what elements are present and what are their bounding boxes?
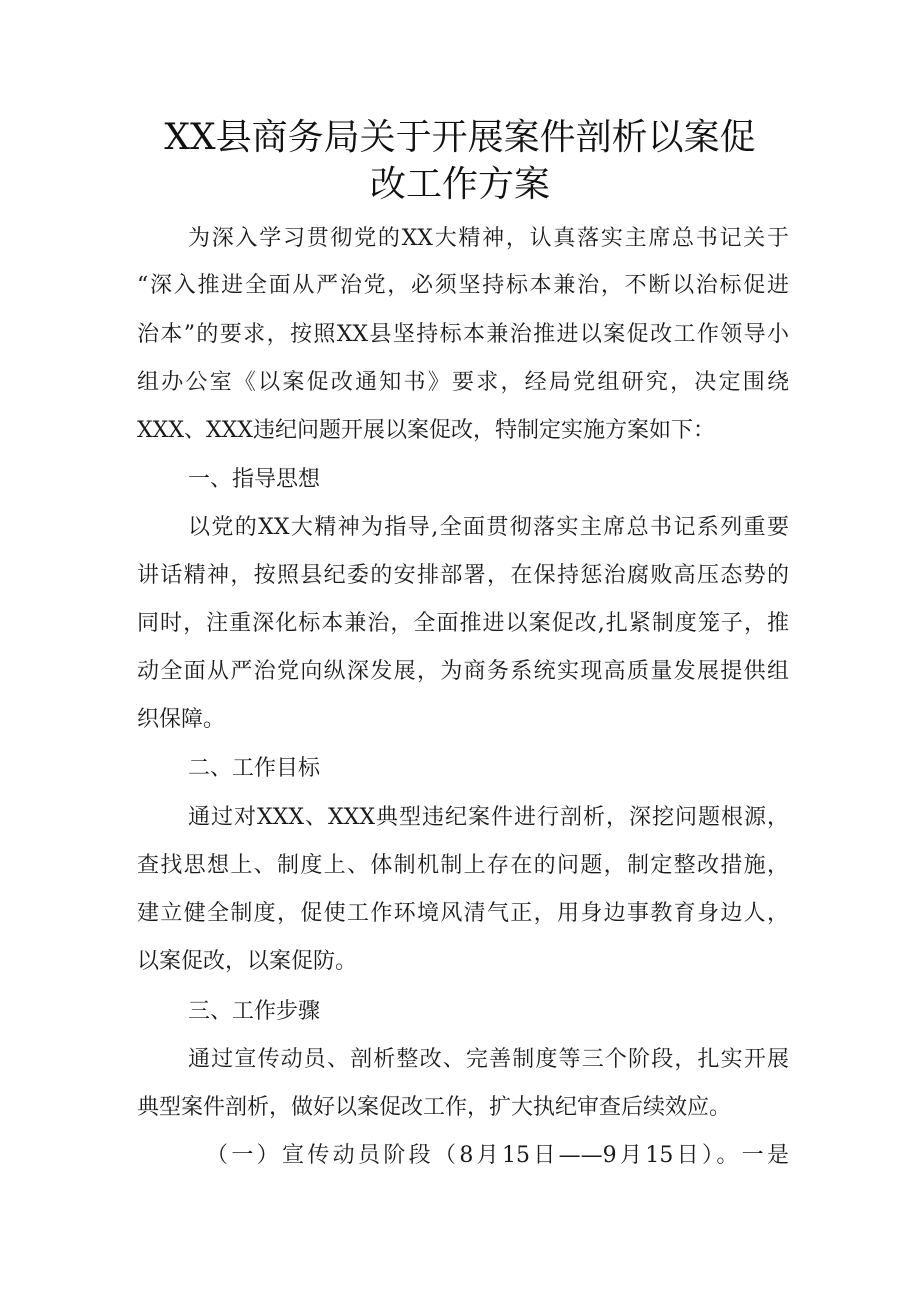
section3-line-2: 典型案件剖析，做好以案促改工作，扩大执纪审查后续效应。 [137,1095,732,1120]
section3-line-1: 通过宣传动员、剖析整改、完善制度等三个阶段，扎实开展 [188,1047,789,1072]
intro-line-4: 组办公室《以案促改通知书》要求，经局党组研究，决定围绕 [137,370,789,395]
section2-line-4: 以案促改，以案促防。 [137,949,358,974]
section3-subitem-1: （一）宣传动员阶段（8月15日——9月15日）。一是 [206,1143,789,1168]
section1-line-1: 以党的XX大精神为指导,全面贯彻落实主席总书记系列重要 [188,515,789,540]
intro-line-5: XXX、XXX违纪问题开展以案促改，特制定实施方案如下： [137,418,715,443]
section2-line-3: 建立健全制度，促使工作环境风清气正，用身边事教育身边人， [137,901,789,926]
intro-line-1: 为深入学习贯彻党的XX大精神，认真落实主席总书记关于 [188,226,789,251]
section2-line-1: 通过对XXX、XXX典型违纪案件进行剖析，深挖问题根源， [188,805,789,830]
intro-line-3: 治本”的要求，按照XX县坚持标本兼治推进以案促改工作领导小 [137,322,789,347]
document-title-line-2: 改工作方案 [369,164,550,205]
section-heading-work-steps: 三、工作步骤 [188,999,321,1024]
section1-line-5: 织保障。 [137,707,226,732]
section-heading-guiding-ideology: 一、指导思想 [188,467,321,492]
section1-line-4: 动全面从严治党向纵深发展，为商务系统实现高质量发展提供组 [137,659,789,684]
section1-line-3: 同时，注重深化标本兼治，全面推进以案促改,扎紧制度笼子，推 [137,611,789,636]
intro-line-2: “深入推进全面从严治党，必须坚持标本兼治，不断以治标促进 [137,273,789,298]
section-heading-work-goals: 二、工作目标 [188,756,321,781]
document-title-line-1: XX县商务局关于开展案件剖析以案促 [164,117,756,158]
section1-line-2: 讲话精神，按照县纪委的安排部署，在保持惩治腐败高压态势的 [137,563,789,588]
section2-line-2: 查找思想上、制度上、体制机制上存在的问题，制定整改措施， [137,853,789,878]
